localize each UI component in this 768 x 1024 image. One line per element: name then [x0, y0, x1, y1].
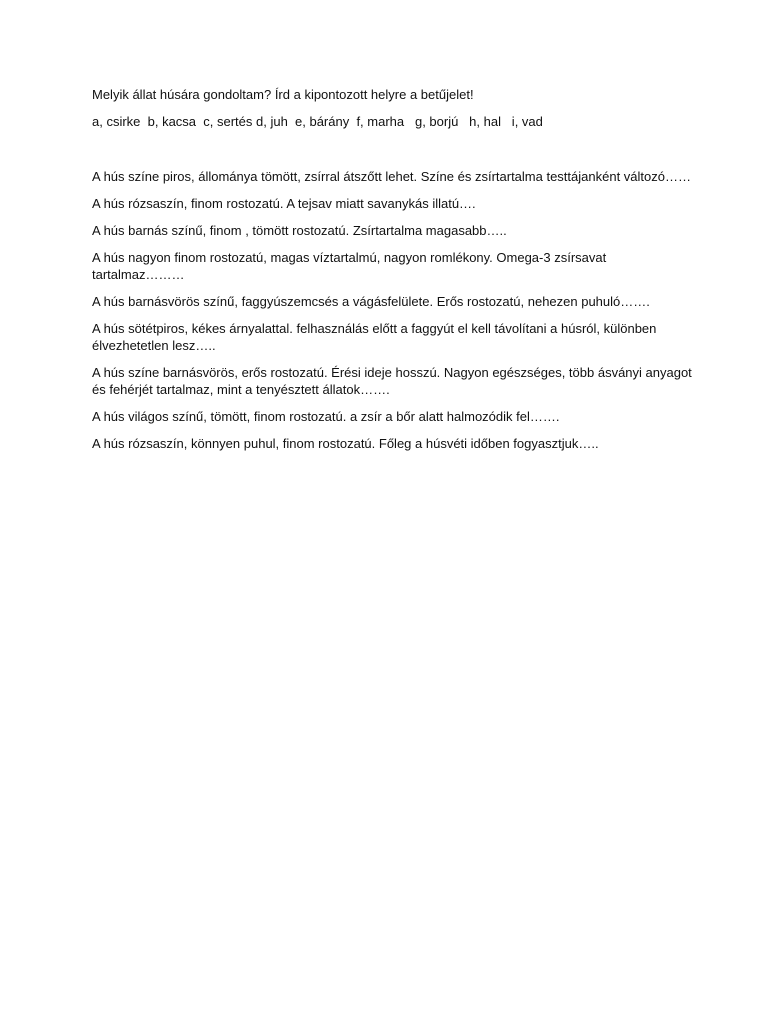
answer-options: a, csirke b, kacsa c, sertés d, juh e, bárány f, marha g, borjú h, hal i, vad [92, 114, 543, 129]
question-item: A hús nagyon finom rostozatú, magas víztartalmú, nagyon romlékony. Omega-3 zsírsavat tartalmaz……… [92, 250, 607, 282]
question-item: A hús sötétpiros, kékes árnyalattal. felhasználás előtt a faggyút el kell távolítani a húsról, különben élvezhetetlen lesz….. [92, 321, 657, 353]
question-item: A hús rózsaszín, könnyen puhul, finom rostozatú. Főleg a húsvéti időben fogyasztjuk….. [92, 436, 599, 451]
question-item: A hús rózsaszín, finom rostozatú. A tejsav miatt savanykás illatú…. [92, 196, 476, 211]
instruction-text: Melyik állat húsára gondoltam? Írd a kipontozott helyre a betűjelet! [92, 87, 474, 102]
question-item: A hús világos színű, tömött, finom rostozatú. a zsír a bőr alatt halmozódik fel……. [92, 409, 560, 424]
document-page [92, 86, 692, 462]
question-item: A hús barnás színű, finom , tömött rostozatú. Zsírtartalma magasabb….. [92, 223, 507, 238]
question-list [92, 168, 692, 452]
question-item: A hús színe barnásvörös, erős rostozatú. Érési ideje hosszú. Nagyon egészséges, több ásványi anyagot és fehérjét tartalmaz, mint a tenyésztett állatok……. [92, 365, 692, 397]
question-item: A hús barnásvörös színű, faggyúszemcsés a vágásfelülete. Erős rostozatú, nehezen puhuló……. [92, 294, 650, 309]
question-item: A hús színe piros, állománya tömött, zsírral átszőtt lehet. Színe és zsírtartalma testtájanként változó…… [92, 169, 691, 184]
